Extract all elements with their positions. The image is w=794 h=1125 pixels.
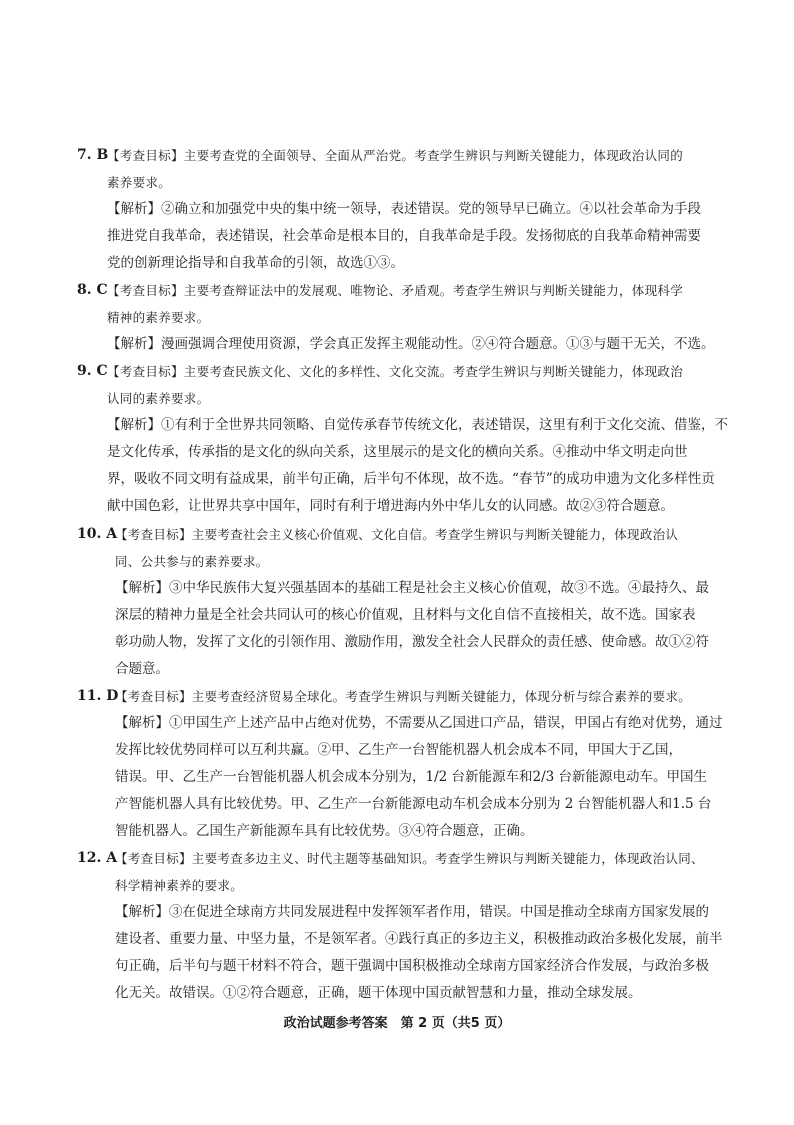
- explanation-line: 错误。甲、乙生产一台智能机器人机会成本分别为，1/2 台新能源车和2/3 台新能源电动车。甲国生: [115, 769, 708, 785]
- explanation-line: 推进党自我革命，表述错误，社会革命是根本目的，自我革命是手段。发扬彻底的自我革命精神需要: [107, 228, 701, 244]
- aim-line: 【考查目标】主要考查社会主义核心价值观、文化自信。考查学生辨识与判断关键能力，体现政治认: [115, 527, 679, 542]
- question-number: 11. D: [77, 688, 119, 704]
- aim-line: 同、公共参与的素养要求。: [115, 554, 269, 569]
- aim-line: 认同的素养要求。: [107, 391, 210, 406]
- question-8: [77, 277, 727, 358]
- explanation-line: 是文化传承，传承指的是文化的纵向关系，这里展示的是文化的横向关系。④推动中华文明走向世: [107, 444, 688, 460]
- explanation-line: 合题意。: [115, 661, 169, 677]
- explanation-line: 【解析】①有利于全世界共同领略、自觉传承春节传统文化，表述错误，这里有利于文化交流、借鉴，不: [107, 417, 728, 433]
- explanation-line: 化无关。故错误。①②符合题意，正确，题干体现中国贡献智慧和力量，推动全球发展。: [115, 985, 642, 1001]
- explanation-line: 深层的精神力量是全社会共同认可的核心价值观，且材料与文化自信不直接相关，故不选。国家表: [115, 607, 696, 623]
- explanation-line: 发挥比较优势同样可以互利共赢。②甲、乙生产一台智能机器人机会成本不同，甲国大于乙国，: [115, 742, 682, 758]
- explanation-line: 界，吸收不同文明有益成果，前半句正确，后半句不体现，故不选。“春节”的成功申遗为文化多样性贡: [107, 471, 715, 487]
- question-number: 9. C: [77, 363, 108, 379]
- aim-line: 【考查目标】主要考查民族文化、文化的多样性、文化交流。考查学生辨识与判断关键能力，体现政治: [107, 364, 684, 379]
- aim-line: 精神的素养要求。: [107, 310, 210, 325]
- explanation-line: 【解析】②确立和加强党中央的集中统一领导，表述错误。党的领导早已确立。④以社会革命为手段: [107, 201, 701, 217]
- aim-line: 【考查目标】主要考查辩证法中的发展观、唯物论、矛盾观。考查学生辨识与判断关键能力，体现科学: [107, 283, 684, 298]
- explanation-line: 产智能机器人具有比较优势。甲、乙生产一台新能源电动车机会成本分别为 2 台智能机器人和1.5 台: [115, 796, 712, 812]
- question-12: [77, 845, 727, 1007]
- question-11: [77, 683, 727, 845]
- explanation-line: 【解析】③中华民族伟大复兴强基固本的基础工程是社会主义核心价值观，故③不选。④最持久、最: [115, 580, 709, 596]
- aim-line: 【考查目标】主要考查党的全面领导、全面从严治党。考查学生辨识与判断关键能力，体现政治认同的: [107, 148, 684, 163]
- question-number: 7. B: [77, 147, 109, 163]
- explanation-line: 【解析】漫画强调合理使用资源，学会真正发挥主观能动性。②④符合题意。①③与题干无关，不选。: [107, 336, 715, 352]
- aim-line: 【考查目标】主要考查经济贸易全球化。考查学生辨识与判断关键能力，体现分析与综合素养的要求。: [115, 689, 692, 704]
- explanation-line: 智能机器人。乙国生产新能源车具有比较优势。③④符合题意，正确。: [115, 823, 534, 839]
- explanation-line: 【解析】③在促进全球南方共同发展进程中发挥领军者作用，错误。中国是推动全球南方国家发展的: [115, 904, 709, 920]
- page-footer: 政治试题参考答案 第 2 页（共5 页）: [283, 1016, 511, 1031]
- question-10: [77, 521, 727, 683]
- aim-line: 素养要求。: [107, 175, 172, 190]
- question-number: 8. C: [77, 282, 108, 298]
- explanation-line: 献中国色彩，让世界共享中国年，同时有利于增进海内外中华儿女的认同感。故②③符合题意。: [107, 498, 674, 514]
- question-number: 12. A: [77, 850, 118, 866]
- explanation-line: 彰功勋人物，发挥了文化的引领作用、激励作用，激发全社会人民群众的责任感、使命感。故①②符: [115, 634, 709, 650]
- aim-line: 【考查目标】主要考查多边主义、时代主题等基础知识。考查学生辨识与判断关键能力，体现政治认同、: [115, 851, 704, 866]
- aim-line: 科学精神素养的要求。: [115, 878, 244, 893]
- question-7: [77, 142, 727, 277]
- explanation-line: 句正确，后半句与题干材料不符合，题干强调中国积极推动全球南方国家经济合作发展，与政治多极: [115, 958, 709, 974]
- explanation-line: 【解析】①甲国生产上述产品中占绝对优势，不需要从乙国进口产品，错误，甲国占有绝对优势，通过: [115, 715, 723, 731]
- question-9: [77, 358, 727, 520]
- question-number: 10. A: [77, 526, 118, 542]
- explanation-line: 党的创新理论指导和自我革命的引领，故选①③。: [107, 255, 404, 271]
- explanation-line: 建设者、重要力量、中坚力量，不是领军者。④践行真正的多边主义，积极推动政治多极化发展，前半: [115, 931, 723, 947]
